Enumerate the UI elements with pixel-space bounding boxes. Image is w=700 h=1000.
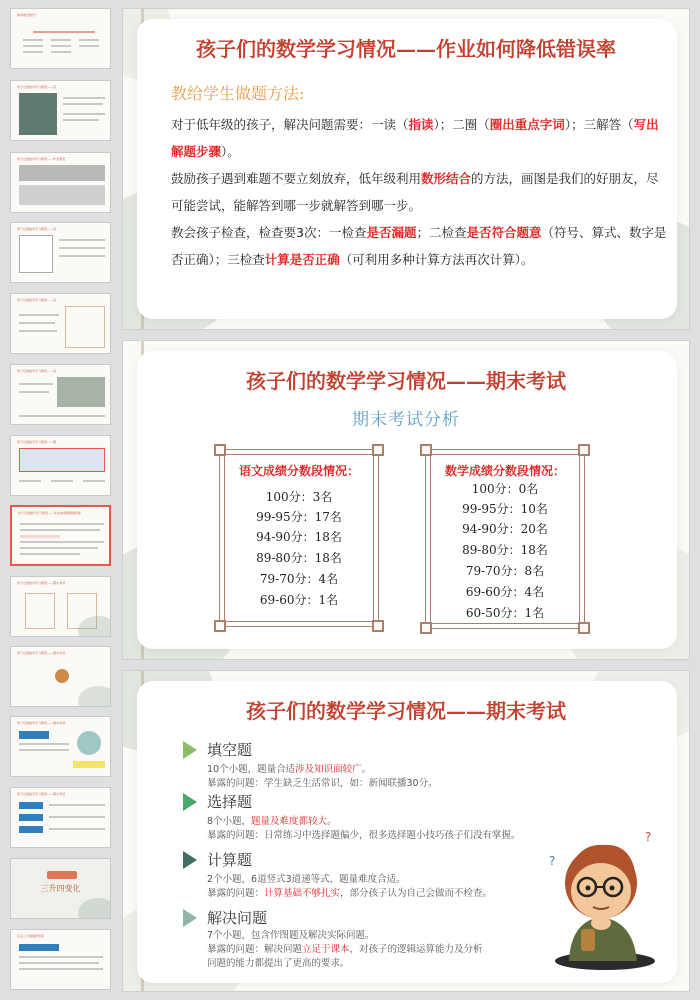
thumbnail-line xyxy=(63,119,99,121)
text: 暴露的问题：日常练习中选择题偏少，很多选择题小技巧孩子们没有掌握。 xyxy=(207,830,521,841)
section-description xyxy=(207,761,371,775)
thumbnail-label xyxy=(19,802,43,809)
thumbnail-title: 孩子们的数学学习情况——读 xyxy=(17,298,57,302)
text: ；二检查 xyxy=(416,225,467,240)
text: ，部分孩子认为自己会做而不检查。 xyxy=(340,888,493,899)
score-row: 99-95分：10名 xyxy=(462,502,548,516)
thumbnail-line xyxy=(49,828,105,830)
frame-corner xyxy=(372,444,384,456)
section-description xyxy=(207,813,337,827)
thumbnail-image xyxy=(57,377,105,407)
question-mark-icon: ? xyxy=(549,854,556,868)
slide-preview-3[interactable] xyxy=(122,670,690,992)
chinese-score-frame xyxy=(219,449,379,627)
thumbnail-line xyxy=(63,103,103,105)
highlight-text: 计算基础不够扎实 xyxy=(264,888,341,899)
thumbnail-label xyxy=(19,944,59,951)
text: 7个小题，包含作图题及解决实际问题。 xyxy=(207,930,375,941)
math-score-frame xyxy=(425,449,585,629)
thumbnail-line xyxy=(20,541,104,543)
thumbnail-title: 孩子们的数学学习情况——读 xyxy=(17,85,57,89)
highlight-text: 涉及知识面较广 xyxy=(295,764,362,775)
text: ）；三解答（ xyxy=(564,117,634,132)
highlight-text: 圈出重点字词 xyxy=(489,117,565,132)
thumbnail-label xyxy=(19,814,43,821)
score-row: 89-80分：18名 xyxy=(462,543,548,557)
eye-left xyxy=(586,886,591,891)
text: 暴露的问题：解决问题 xyxy=(207,944,303,955)
text: 。 xyxy=(361,764,372,775)
text: ）。 xyxy=(221,144,240,159)
thumbnail-line xyxy=(83,480,105,482)
thumbnail-image xyxy=(77,731,101,755)
slide-thumbnail-panel xyxy=(0,0,120,1000)
slide-thumbnail-13[interactable] xyxy=(10,858,111,919)
slide-thumbnail-9[interactable] xyxy=(10,576,111,637)
thumbnail-line xyxy=(59,255,105,257)
score-row: 99-95分：17名 xyxy=(256,510,342,524)
slide-thumbnail-8[interactable] xyxy=(10,505,111,566)
text: （可利用多种计算方法再次计算）。 xyxy=(339,252,534,267)
thumbnail-line xyxy=(51,51,71,53)
slide-thumbnail-7[interactable] xyxy=(10,435,111,496)
text: 暴露的问题：学生缺乏生活常识，如：新闻联播30分。 xyxy=(207,778,438,789)
highlight-text: 计算是否正确 xyxy=(264,252,340,267)
paragraph-check xyxy=(171,219,671,273)
thumbnail-line xyxy=(19,968,103,970)
thumbnail-section-title: 三升四变化 xyxy=(40,884,81,893)
triangle-bullet-icon xyxy=(183,741,197,759)
thumbnail-title: 从这三方面做好衔接 xyxy=(17,934,45,938)
text: 8个小题， xyxy=(207,816,252,827)
section-issue xyxy=(207,941,483,955)
frame-corner xyxy=(420,444,432,456)
slide-thumbnail-3[interactable] xyxy=(10,152,111,213)
thumbnail-line xyxy=(79,45,99,47)
thumbnail-line xyxy=(23,39,43,41)
frame-corner xyxy=(214,444,226,456)
thumbnail-line xyxy=(59,239,105,241)
thumbnail-highlight xyxy=(73,761,105,768)
text: ，对孩子的逻辑运算能力及分析 xyxy=(349,944,483,955)
frame-corner xyxy=(214,620,226,632)
boy-hand xyxy=(591,916,611,930)
thumbnail-title: 孩子们的数学学习情况——期末考试 xyxy=(17,792,66,796)
thumbnail-frame xyxy=(25,593,55,629)
highlight-text: 是否漏题 xyxy=(366,225,417,240)
frame-corner xyxy=(372,620,384,632)
score-row: 79-70分：4名 xyxy=(259,572,339,586)
thumbnail-line xyxy=(19,322,55,324)
text: 对于低年级的孩子，解决问题需要：一读（ xyxy=(171,117,409,132)
thumbnail-title: 孩子们的数学学习情况——期末考试 xyxy=(17,651,66,655)
thumbnail-line xyxy=(59,247,105,249)
thumbnail-line xyxy=(51,39,71,41)
section-heading-problem-solving: 解决问题 xyxy=(207,909,268,927)
section-issue-continued: 问题的能力都提出了更高的要求。 xyxy=(207,958,350,969)
eye-right xyxy=(610,886,615,891)
section-issue xyxy=(207,827,521,841)
thumbnail-line xyxy=(63,113,105,115)
thumbnail-image xyxy=(19,93,57,135)
score-row: 94-90分：18名 xyxy=(256,530,342,544)
slide-subtitle: 教给学生做题方法: xyxy=(171,84,305,103)
text: ）；二圈（ xyxy=(433,117,490,132)
slide-thumbnail-2[interactable] xyxy=(10,80,111,141)
thumbnail-line xyxy=(23,45,43,47)
chinese-score-heading: 语文成绩分数段情况： xyxy=(238,464,359,478)
thumbnail-line xyxy=(51,45,71,47)
thumbnail-line xyxy=(23,51,43,53)
score-row: 69-60分：1名 xyxy=(259,593,339,607)
slide-thumbnail-12[interactable] xyxy=(10,787,111,848)
text: 。 xyxy=(327,816,337,827)
thumbnail-label xyxy=(19,731,49,739)
score-row: 60-50分：1名 xyxy=(465,606,545,620)
slide-thumbnail-1[interactable] xyxy=(10,8,111,69)
section-heading-calculation: 计算题 xyxy=(207,851,253,869)
highlight-text: 指读 xyxy=(408,117,434,132)
thumbnail-line xyxy=(19,956,103,958)
thumbnail-title: 孩子们的数学学习情况——读 xyxy=(17,369,57,373)
slide-title: 孩子们的数学学习情况——作业如何降低错误率 xyxy=(196,37,616,61)
thumbnail-line xyxy=(19,480,41,482)
content-card xyxy=(137,351,677,649)
text: （符号、算式、数字是否正确）；三检查 xyxy=(171,225,667,267)
slide-preview-1[interactable] xyxy=(122,8,690,330)
thumbnail-title: 孩子们的数学学习情况——期末考试 xyxy=(17,581,66,585)
triangle-bullet-icon xyxy=(183,909,197,927)
thumbnail-line xyxy=(20,529,100,531)
section-description xyxy=(207,927,375,941)
text: 鼓励孩子遇到难题不要立刻放弃，低年级利用 xyxy=(171,171,422,186)
highlight-text: 题量及难度都较大 xyxy=(251,816,328,827)
question-mark-icon: ? xyxy=(645,830,652,844)
thumbnail-line xyxy=(49,816,105,818)
slide-preview-2[interactable] xyxy=(122,340,690,660)
highlight-text: 写出解题步骤 xyxy=(171,117,659,159)
slide-thumbnail-10[interactable] xyxy=(10,646,111,707)
math-score-heading: 数学成绩分数段情况： xyxy=(444,464,565,478)
thumbnail-cartoon xyxy=(55,669,69,683)
thumbnail-line xyxy=(19,743,69,745)
thumbnail-title: 如何抓好数学？ xyxy=(17,13,39,17)
boy-arm xyxy=(581,929,595,951)
section-heading-multiple-choice: 选择题 xyxy=(207,793,253,811)
slide-thumbnail-4[interactable] xyxy=(10,222,111,283)
score-row: 94-90分：20名 xyxy=(462,522,548,536)
triangle-bullet-icon xyxy=(183,793,197,811)
section-description xyxy=(207,871,406,885)
section-heading-fill-blank: 填空题 xyxy=(207,741,253,759)
thumbnail-line xyxy=(19,330,57,332)
text: 的方法，画图是我们的好朋友，尽可能尝试，能解答到哪一步就解答到哪一步。 xyxy=(171,171,659,213)
slide-subtitle: 期末考试分析 xyxy=(352,410,460,430)
thumbnail-line xyxy=(79,39,99,41)
thumbnail-label xyxy=(19,826,43,833)
thumbnail-title: 孩子们的数学学习情况——读 xyxy=(17,227,57,231)
triangle-bullet-icon xyxy=(183,851,197,869)
slide-thumbnail-6[interactable] xyxy=(10,364,111,425)
thumbnail-title: 孩子们的数学学习情况——期末考试 xyxy=(17,721,66,725)
score-row: 69-60分：4名 xyxy=(465,585,545,599)
section-issue xyxy=(207,775,438,789)
thumbnail-line xyxy=(49,804,105,806)
slide-thumbnail-14[interactable] xyxy=(10,929,111,990)
thumbnail-line xyxy=(20,547,98,549)
highlight-text: 是否符合题意 xyxy=(466,225,542,240)
highlight-text: 数形结合 xyxy=(421,171,472,186)
slide-title: 孩子们的数学学习情况——期末考试 xyxy=(246,699,566,723)
section-issue xyxy=(207,885,492,899)
thinking-boy-cartoon xyxy=(541,821,661,971)
thumbnail-line xyxy=(33,31,95,33)
score-row: 100分：3名 xyxy=(265,490,333,504)
thumbnail-line xyxy=(19,962,99,964)
paragraph-encourage xyxy=(171,165,671,219)
highlight-text: 立足于课本 xyxy=(302,944,350,955)
thumbnail-image xyxy=(19,185,105,205)
thumbnail-highlight xyxy=(20,535,60,538)
thumbnail-image xyxy=(19,448,105,472)
frame-corner xyxy=(578,444,590,456)
thumbnail-line xyxy=(19,383,53,385)
text: 2个小题，6道竖式3道递等式，题量难度合适。 xyxy=(207,874,406,885)
thumbnail-image xyxy=(19,235,53,273)
text: 暴露的问题： xyxy=(207,888,265,899)
thumbnail-table xyxy=(65,306,105,348)
thumbnail-image xyxy=(19,165,105,181)
thumbnail-line xyxy=(19,391,49,393)
thumbnail-line xyxy=(19,749,69,751)
slide-thumbnail-11[interactable] xyxy=(10,716,111,777)
score-row: 79-70分：8名 xyxy=(465,564,545,578)
thumbnail-line xyxy=(19,314,59,316)
thumbnail-line xyxy=(63,97,105,99)
thumbnail-leaf-decoration xyxy=(78,686,111,707)
thumbnail-title: 孩子们的数学学习情况——圈 xyxy=(17,440,57,444)
paragraph-read-circle-answer xyxy=(171,111,671,165)
thumbnail-title: 孩子们的数学学习情况——作业如何降低错误率 xyxy=(18,511,82,515)
frame-corner xyxy=(420,622,432,634)
thumbnail-line xyxy=(51,480,73,482)
slide-thumbnail-5[interactable] xyxy=(10,293,111,354)
score-row: 89-80分：18名 xyxy=(256,551,342,565)
text: 10个小题，题量合适 xyxy=(207,764,296,775)
slide-title: 孩子们的数学学习情况——期末考试 xyxy=(246,369,566,393)
score-row: 100分：0名 xyxy=(471,482,539,496)
thumbnail-title: 孩子们的数学学习情况——作业情况 xyxy=(17,157,66,161)
text: 教会孩子检查，检查要3次：一检查 xyxy=(171,225,367,240)
thumbnail-line xyxy=(20,523,104,525)
thumbnail-line xyxy=(20,553,80,555)
thumbnail-part-badge xyxy=(47,871,77,879)
thumbnail-leaf-decoration xyxy=(78,898,111,919)
thumbnail-line xyxy=(19,415,105,417)
frame-corner xyxy=(578,622,590,634)
